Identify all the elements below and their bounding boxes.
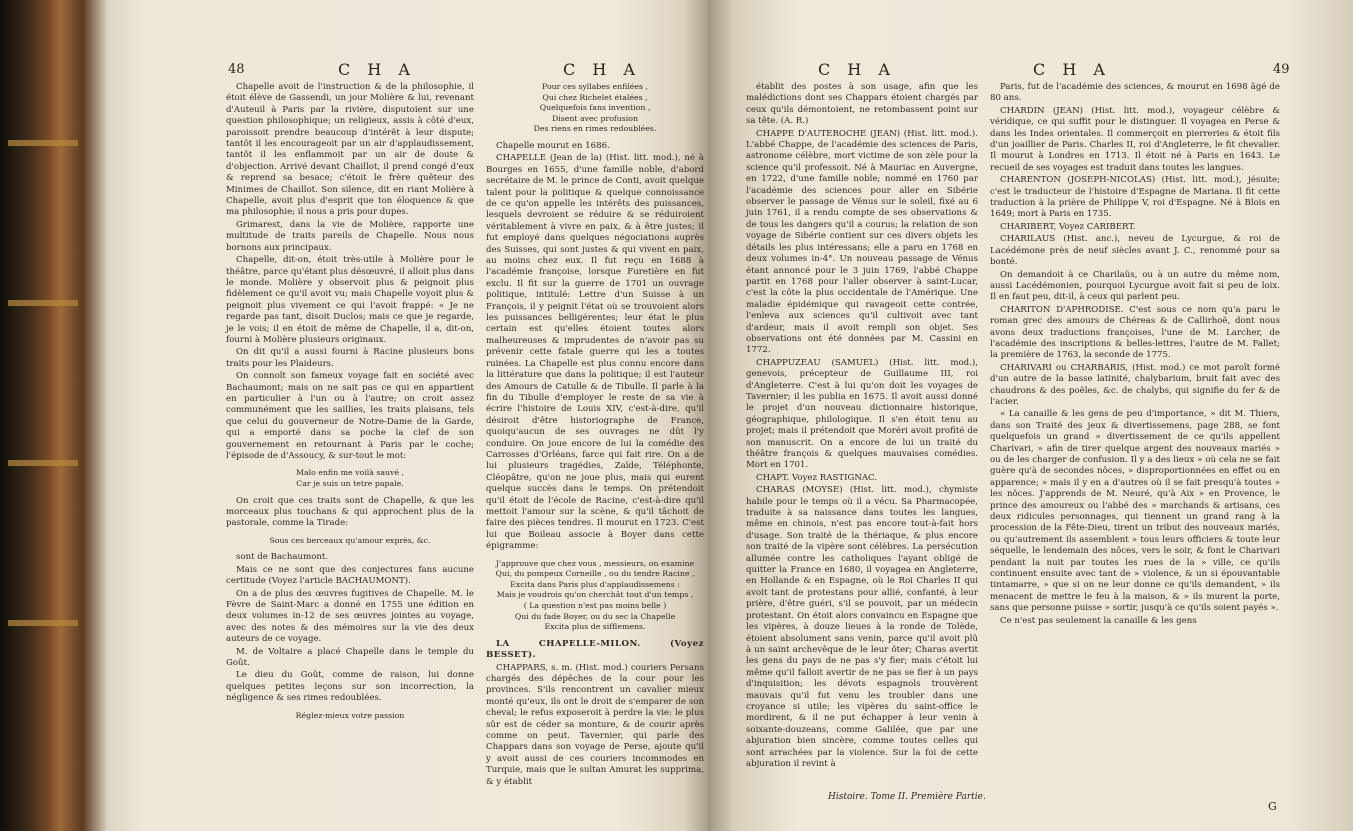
- paragraph: sont de Bachaumont.: [236, 552, 329, 563]
- running-header-2: C H A: [563, 60, 641, 79]
- paragraph: « La canaille & les gens de peu d'importance, » dit M. Thiers, dans son Traité des jeux & divertissemens, page 288, se font quelquefois un grand » divertissement de ce qu'ils appellent Charivari, » afin de tirer quelque argent des nouveaux mariés » ou de les charger de confusion. Il y a des lieux » où cela ne se fait guère qu'à de secondes nôces, » disproportionnées en effet ou en apparence; » mais il y en a d'autres où il se fait presqu'à toutes » les nôces. J'apprends de M. Neuré, qu'à Aix » en Provence, le prince des amoureux ou l'abbé des » marchands & artisans, ces deux ridicules personnages, qui tiennent un grand rang à la procession de la Fête-Dieu, tirent un tribut des nouveaux mariés, ou qu'autrement ils assemblent » tous leurs officiers & toute leur séquelle, le lendemain des nôces, vers le soir, & font le Charivari pendant la nuit par toutes les rues de la » ville, ce qu'ils continuent ensuite avec tant de » violence, & un si épouvantable tintamarre, » que si on ne leur donne ce qu'ils demandent, » ils menacent de mettre le feu à la maison, & » ils murent la porte, sans que personne puisse » sortir, jusqu'à ce qu'ils soient payés ».: [990, 409, 1280, 614]
- paragraph: On connoît son fameux voyage fait en société avec Bachaumont; mais on ne sait pas ce qui en appartient en particulier à l'un ou à l'autre; on croit assez communément que les saillies, les traits plaisans, tels que celui du gouverneur de Notre-Dame de la Garde, qui a emporté dans sa poche la clef de son gouvernement en retournant à Paris par le coche; l'épisode de d'Assoucy, & sur-tout le mot:: [226, 371, 474, 461]
- paragraph: On dit qu'il a aussi fourni à Racine plusieurs bons traits pour les Plaideurs.: [226, 347, 474, 369]
- paragraph: CHARIBERT, Voyez CARIBERT.: [1000, 221, 1136, 232]
- paragraph: Mais ce ne sont que des conjectures fans aucune certitude (Voyez l'article BACHAUMONT).: [226, 564, 474, 587]
- paragraph: CHAPPUZEAU (SAMUEL) (Hist. litt. mod.), genevois, précepteur de Guillaume III, roi d'Angleterre. C'est à lui qu'on doit les voyages de Tavernier; il les publia en 1675. Il avoit aussi donné le projet d'un nouveau dictionnaire historique, géographique, philologique. Il s'en étoit tenu au projet; mais il prétendoit que Moréri avoit profité de son manuscrit. On a encore de lui un traité du théâtre françois & quelques mauvaises comédies. Mort en 1701.: [746, 357, 978, 471]
- left-column-1: [226, 82, 474, 727]
- running-header-2: C H A: [1033, 60, 1111, 79]
- left-page: [108, 0, 708, 831]
- paragraph: établit des postes à son usage, afin que les malédictions dont ses Chappars étoient chargés par ceux qu'ils démontoient, ne retombassent point sur sa tête. (A. R.): [746, 82, 978, 127]
- verse: Pour ces syllabes enfilées , Qui chez Richelet étalées , Quelquefois fans invention , Disent avec profusion Des riens en rimes redoublées.: [533, 82, 657, 134]
- paragraph: CHARIVARI ou CHARBARIS, (Hist. mod.) ce mot paroît formé d'un autre de la basse latinité, chalybarium, bruit fait avec des chaudrons & des poëles, &c. de chalybs, qui signifie du fer & de l'acier.: [990, 362, 1280, 407]
- book-cover-edge: [0, 0, 110, 831]
- left-column-2: [486, 82, 704, 789]
- entry-heading: LA CHAPELLE-MILON. (Voyez BESSET).: [486, 638, 704, 661]
- paragraph: CHAPPARS, s. m. (Hist. mod.) couriers Persans chargés des dépêches de la cour pour les provinces. S'ils rencontrent un cavalier mieux monté qu'eux, ils ont le droit de s'emparer de son cheval; le refus exposeroit à perdre la vie: le plus sûr est de céder sa monture, & de courir après comme on peut. Tavernier, qui parle des Chappars dans son voyage de Perse, ajoute qu'il y avoit aussi de ces couriers incommodes en Turquie, mais que le sultan Amurat les supprima, & y établit: [486, 662, 704, 787]
- paragraph: CHARENTON (JOSEPH-NICOLAS) (Hist. litt. mod.), jésuite; c'est le traducteur de l'histoire d'Espagne de Mariana. Il fit cette traduction à la prière de Philippe V, roi d'Espagne. Né à Blois en 1649; mort à Paris en 1735.: [990, 175, 1280, 220]
- paragraph: CHAPELLE (Jean de la) (Hist. litt. mod.), né à Bourges en 1655, d'une famille noble, d'abord secrétaire de M. le prince de Conti, avoit quelque talent pour la politique & quelque connoissance de ce qu'on appelle les intérêts des puissances, lesquels devroient se réduire & se réduiroient véritablement à vivre en paix, & à être justes; il fut employé dans quelques négociations auprès des Suisses, qui sont justes & qui vivent en paix, au moins chez eux. Il fut reçu en 1688 à l'académie françoise, lorsque Furetière en fut exclu. Il fit sur la guerre de 1701 un ouvrage politique, intitulé: Lettre d'un Suisse à un François, il y peignit l'état où se trouvoient alors les puissances belligérentes; leur état le plus certain est qu'elles étoient toutes alors malheureuses & imprudentes de n'avoir pas su prévenir cette fatale guerre qui les a toutes ruinées. La Chapelle est plus connu encore dans la littérature que dans la politique; il est l'auteur des Amours de Catulle & de Tibulle. Il parle à la fin du Tibulle d'employer le reste de sa vie à écrire l'histoire de Louis XIV, c'est-à-dire, qu'il désiroit d'être historiographe de France, quoiqu'aucun de ses ouvrages ne dût l'y conduire. On joue encore de lui la comédie des Carrosses d'Orléans, farce qui fait rire. On a de lui plusieurs tragédies, Zaïde, Téléphonte, Cléopâtre, qu'on ne joue plus, mais qui eurent quelque succès dans le temps. On prétendoit qu'il étoit de l'école de Racine, c'est-à-dire qu'il mettoit l'amour sur la scène, & qu'il tâchoit de faire des pièces tendres. Il mourut en 1723. C'est lui que Boileau associe à Boyer dans cette épigramme:: [486, 153, 704, 552]
- right-column-2: [990, 82, 1280, 628]
- paragraph: Chapelle avoit de l'instruction & de la philosophie, il étoit élève de Gassendi, un jour Molière & lui, revenant d'Auteuil à Paris par la rivière, disputoient sur une question philosophique; un religieux, assis à côté d'eux, paroissoit prendre beaucoup d'intérêt à leur dispute; tantôt il les encourageoit par un air d'applaudissement, tantôt il les enflammoit par un air de doute & d'objection. Arrivé devant Chaillot, il prend congé d'eux & reprend sa besace; c'étoit le frère quêteur des Minimes de Chaillot. Son silence, dit en riant Molière à Chapelle, avoit plus d'esprit que ton éloquence & que ma philosophie; il nous a pris pour dupes.: [226, 82, 474, 218]
- signature-line: Histoire. Tome II. Première Partie.: [828, 792, 986, 802]
- paragraph: On croit que ces traits sont de Chapelle, & que les morceaux plus touchans & qui approchent plus de la pastorale, comme la Tirade:: [226, 495, 474, 529]
- paragraph: Ce n'est pas seulement la canaille & les gens: [1000, 615, 1197, 626]
- running-header: C H A: [338, 60, 416, 79]
- paragraph: CHARITON D'APHRODISE. C'est sous ce nom qu'a paru le roman grec des amours de Chéreas & de Callirhoë, dont nous avons deux traductions françoises, l'une de M. Larcher, de l'académie des inscriptions & belles-lettres, l'autre de M. Fallet; la première de 1763, la seconde de 1775.: [990, 304, 1280, 361]
- paragraph: On a de plus des œuvres fugitives de Chapelle. M. le Fèvre de Saint-Marc a donné en 1755 une édition en deux volumes in-12 de ses œuvres jointes au voyage, avec des notes & des mémoires sur la vie des deux auteurs de ce voyage.: [226, 588, 474, 645]
- paragraph: Paris, fut de l'académie des sciences, & mourut en 1698 âgé de 80 ans.: [990, 82, 1280, 104]
- paragraph: M. de Voltaire a placé Chapelle dans le temple du Goût.: [226, 646, 474, 669]
- verse: Réglez-mieux votre passion: [295, 710, 405, 720]
- page-number: 49: [1273, 62, 1290, 77]
- paragraph: CHARDIN (JEAN) (Hist. litt. mod.), voyageur célèbre & véridique, ce qui suffit pour le distinguer. Il voyagea en Perse & dans les Indes orientales. Il commerçoit en pierreries & étoit fils d'un joaillier de Paris. Charles II, roi d'Angleterre, le fit chevalier. Il mourut à Londres en 1713. Il étoit né à Paris en 1643. Le recueil de ses voyages est traduit dans toutes les langues.: [990, 105, 1280, 173]
- paragraph: Chapelle, dit-on, étoit très-utile à Molière pour le théâtre, parce qu'étant plus désœuvré, il alloit plus dans le monde. Molière y observoit plus & peignoit plus fidèlement ce qu'il avoit vu; mais Chapelle voyoit plus & peignoit plus vivement ce qui l'avoit frappé: « Je ne regarde pas tant, disoit Duclos; mais ce que je regarde, je le vois; il en étoit de même de Chapelle, il a, dit-on, fourni à Molière plusieurs originaux.: [226, 255, 474, 345]
- page-number: 48: [228, 62, 245, 77]
- paragraph: Grimarest, dans la vie de Molière, rapporte une multitude de traits pareils de Chapelle. Nous nous bornons aux principaux.: [226, 219, 474, 253]
- paragraph: CHAPPE D'AUTEROCHE (JEAN) (Hist. litt. mod.). L'abbé Chappe, de l'académie des sciences de Paris, astronome célèbre, mort victime de son zèle pour la science qu'il professoit. Né à Mauriac en Auvergne, en 1722, d'une famille noble; nommé en 1760 par l'académie des sciences pour aller en Sibérie observer le passage de Vénus sur le soleil, fixé au 6 juin 1761, il a rendu compte de ses observations & de tous les dangers qu'il a courus; la relation de son voyage de Sibérie contient sur ces divers objets les détails les plus intéressans; elle a paru en 1768 en deux volumes in-4°. Un nouveau passage de Vénus étant annoncé pour le 3 juin 1769, l'abbé Chappe partit en 1768 pour l'aller observer à saint-Lucar, c'est la côte la plus occidentale de l'Amérique. Une maladie épidémique qui ravageoit cette contrée, l'enleva aux sciences qu'il cultivoit avec tant d'ardeur, mais il avoit rempli son objet. Ses observations ont été données par M. Cassini en 1772.: [746, 128, 978, 356]
- paragraph: CHARAS (MOYSE) (Hist. litt. mod.), chymiste habile pour le temps où il a vécu. Sa Pharmacopée, traduite à sa naissance dans toutes les langues, même en chinois, n'est pas encore tout-à-fait hors d'usage. Son traité de la thériaque, & plus encore son traité de la vipère sont célèbres. La persécution allumée contre les catholiques l'ayant obligé de quitter la France en 1680, il voyagea en Angleterre, en Hollande & en Espagne, où le Roi Charles II qui avoit tant de protestans pour allié, confanté, à leur prière, d'être guéri, s'il se pouvoit, par un médecin protestant. On étoit alors convaincu en Espagne que les vipères, à douze lieues à la ronde de Tolède, étoient absolument sans venin, parce qu'il avoit plû à un saint archevêque de le leur ôter; Charas avertit les gens du pays de ne pas s'y fier; mais c'étoit lui même qu'il falloit avertir de ne pas se fier à un pays d'inquisition; les dévots espagnols trouvèrent mauvais qu'il fut venu les troubler dans une croyance si utile; les vipères du saint-office le mordirent, & il ne put échapper à leur venin à soixante-douzeans, comme Galilée, que par une abjuration bien sincère, comme toutes celles qui sont arrachées par la violence. Sur la foi de cette abjuration il revint à: [746, 485, 978, 769]
- paragraph: CHARILAUS (Hist. anc.), neveu de Lycurgue, & roi de Lacédémone près de neuf siècles avant J. C., renommé pour sa bonté.: [990, 234, 1280, 268]
- verse: Sous ces berceaux qu'amour exprès, &c.: [269, 535, 431, 545]
- paragraph: Chapelle mourut en 1686.: [496, 140, 610, 151]
- paragraph: CHAPT. Voyez RASTIGNAC.: [756, 472, 878, 483]
- right-column-1: [746, 82, 978, 771]
- right-page: [708, 0, 1353, 831]
- signature-mark: G: [1268, 800, 1277, 813]
- paragraph: Le dieu du Goût, comme de raison, lui donne quelques petites leçons sur son incorrection, la négligence & ses rimes redoublées.: [226, 670, 474, 704]
- paragraph: On demandoit à ce Charilaüs, ou à un autre du même nom, aussi Lacédémonien, pourquoi Lycurgue avoit fait si peu de loix. Il en faut peu, dit-il, à ceux qui parlent peu.: [990, 269, 1280, 303]
- running-header: C H A: [818, 60, 896, 79]
- epigram: J'approuve que chez vous , messieurs, on examine Qui, du pompeux Corneille , ou du tendre Racine , Excita dans Paris plus d'applaudissemens : Mais je voudrois qu'on cherchât tout d'un temps , ( La question n'est pas moins belle ) Qui du fade Boyer, ou du sec la Chapelle Excita plus de sifflemens.: [495, 558, 695, 632]
- verse: Malo enfin me voilà sauvé , Car je suis un tetre papale.: [296, 468, 404, 488]
